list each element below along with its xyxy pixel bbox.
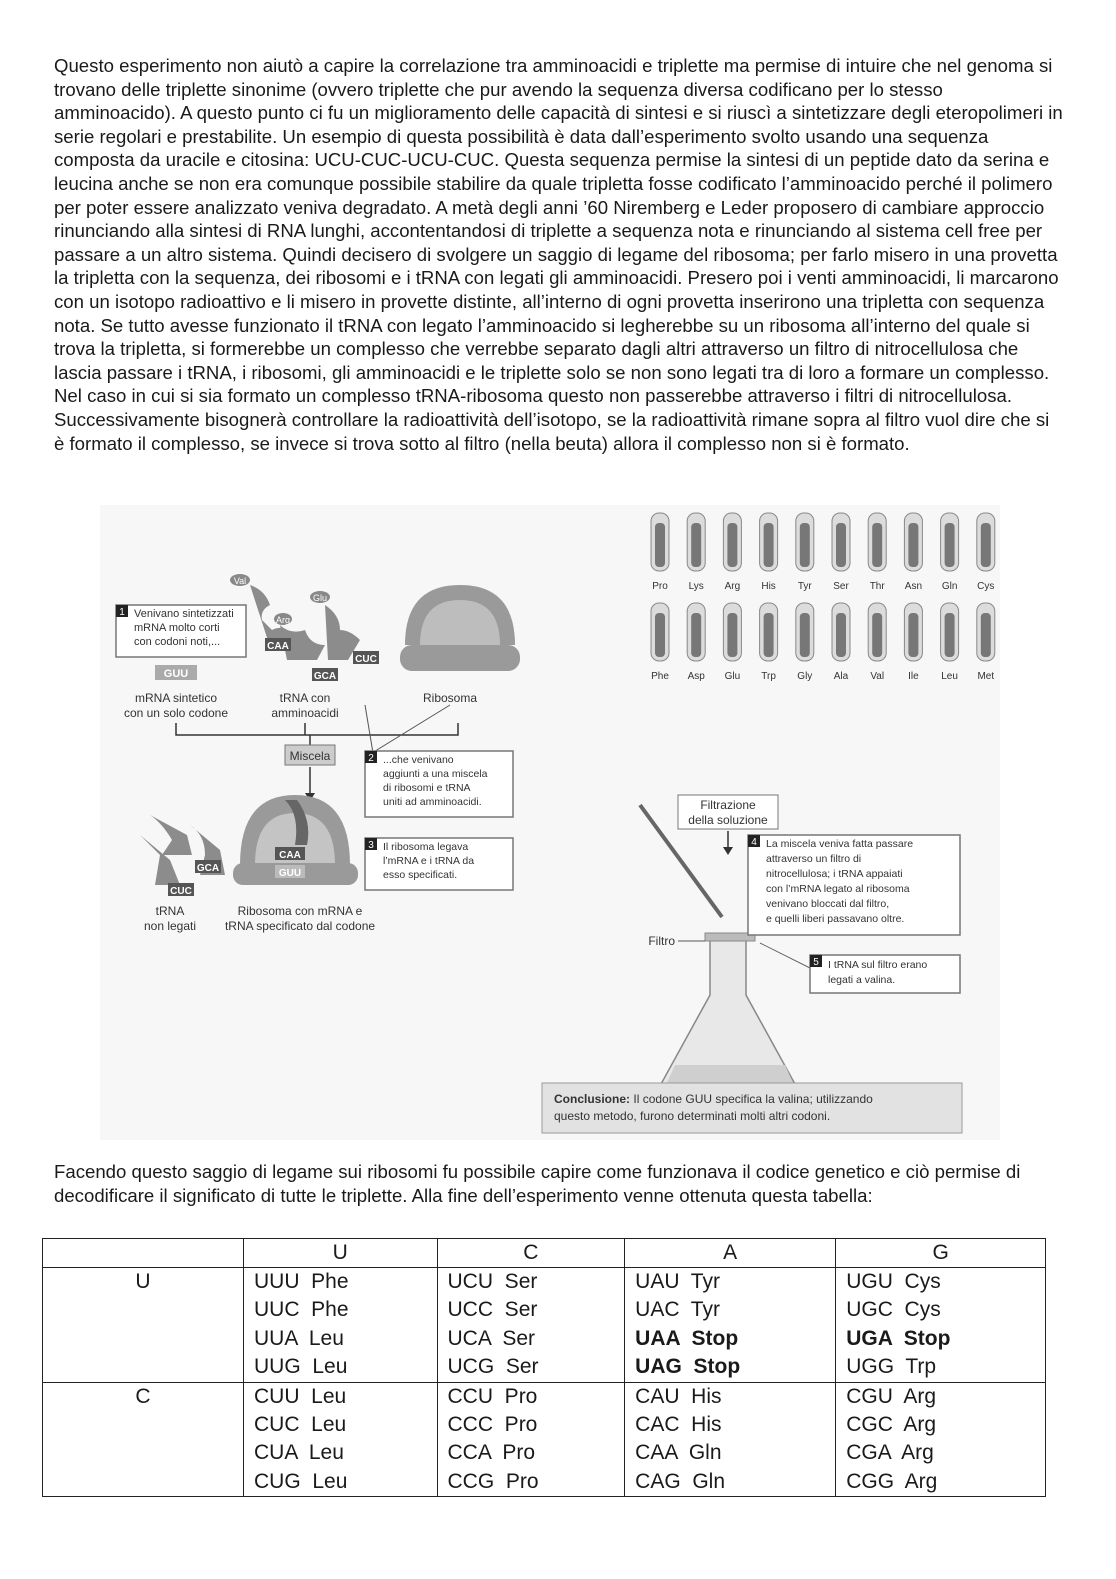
tube-liquid bbox=[981, 613, 991, 657]
svg-text:GCA: GCA bbox=[313, 671, 337, 682]
tube-label: Arg bbox=[724, 581, 741, 592]
codon-entry: UAU Tyr bbox=[635, 1270, 720, 1293]
step-3-callout bbox=[365, 838, 513, 890]
svg-text:Arg: Arg bbox=[275, 615, 291, 625]
tube-label: Leu bbox=[941, 671, 958, 682]
label-trna: tRNA con bbox=[279, 691, 331, 705]
codon-entry: UCU Ser bbox=[447, 1270, 538, 1293]
svg-text:Val: Val bbox=[233, 576, 247, 586]
step-number: 1 bbox=[119, 607, 125, 618]
label-unbound: non legati bbox=[143, 919, 197, 933]
tube-liquid bbox=[908, 613, 918, 657]
svg-text:CAA: CAA bbox=[267, 641, 289, 652]
label-mrna: con un solo codone bbox=[123, 706, 229, 720]
tube-liquid bbox=[872, 523, 882, 567]
mrna-codon bbox=[155, 665, 197, 680]
codon-entry: CAC His bbox=[635, 1413, 722, 1437]
codon-entry: UAG Stop bbox=[635, 1355, 741, 1379]
codon-entry: CUA Leu bbox=[254, 1441, 344, 1465]
tube-label: Ser bbox=[833, 581, 849, 592]
tube-liquid bbox=[872, 613, 882, 657]
tube-label: Ala bbox=[833, 671, 849, 682]
label-unbound: tRNA bbox=[155, 904, 185, 918]
tube-label: Val bbox=[870, 671, 885, 682]
tube-liquid bbox=[908, 523, 918, 567]
svg-text:venivano bloccati dal filtro,: venivano bloccati dal filtro, bbox=[766, 898, 890, 910]
codon-entry: CCU Pro bbox=[447, 1384, 538, 1408]
tube-liquid bbox=[764, 613, 774, 657]
svg-text:3: 3 bbox=[368, 840, 374, 851]
tube-label: Gln bbox=[941, 581, 958, 592]
codon-cell bbox=[836, 1268, 1046, 1383]
tube-liquid bbox=[727, 523, 737, 567]
step-1-text: con codoni noti,... bbox=[134, 636, 221, 648]
tube-liquid bbox=[764, 523, 774, 567]
codon-entry: CUU Leu bbox=[254, 1384, 347, 1408]
codon-cell bbox=[625, 1268, 836, 1383]
tube-liquid bbox=[836, 523, 846, 567]
codon-entry: UAC Tyr bbox=[635, 1298, 720, 1322]
svg-text:attraverso un filtro di: attraverso un filtro di bbox=[766, 853, 862, 865]
tube-liquid bbox=[691, 613, 701, 657]
codon-entry: UUG Leu bbox=[254, 1355, 348, 1379]
codon-entry: CUG Leu bbox=[254, 1469, 348, 1493]
codon-entry: CAG Gln bbox=[635, 1469, 726, 1493]
svg-text:5: 5 bbox=[813, 957, 819, 968]
svg-text:Il ribosoma legava: Il ribosoma legava bbox=[383, 841, 469, 853]
codon-entry: UCC Ser bbox=[447, 1298, 538, 1322]
codon-entry: UGU Cys bbox=[846, 1270, 941, 1293]
table-row bbox=[43, 1382, 1046, 1497]
svg-text:4: 4 bbox=[751, 837, 757, 848]
tube-liquid bbox=[655, 613, 665, 657]
codon-cell bbox=[437, 1382, 625, 1497]
svg-text:GUU: GUU bbox=[163, 668, 189, 680]
codon-table bbox=[42, 1238, 1046, 1497]
svg-text:di ribosomi e tRNA: di ribosomi e tRNA bbox=[383, 782, 471, 794]
codon-entry: CGA Arg bbox=[846, 1441, 934, 1465]
step-1-text: Venivano sintetizzati bbox=[134, 608, 234, 620]
label-mrna: mRNA sintetico bbox=[134, 691, 218, 705]
table-row bbox=[43, 1268, 1046, 1383]
tube-liquid bbox=[800, 613, 810, 657]
codon-entry: CUC Leu bbox=[254, 1413, 347, 1437]
svg-text:Glu: Glu bbox=[312, 593, 328, 603]
label-mix: Miscela bbox=[289, 749, 331, 763]
codon-cell bbox=[836, 1382, 1046, 1497]
tube-liquid bbox=[800, 523, 810, 567]
codon-cell bbox=[244, 1382, 438, 1497]
tube-label: Glu bbox=[724, 671, 741, 682]
label-trna: amminoacidi bbox=[271, 706, 339, 720]
svg-text:CUC: CUC bbox=[355, 654, 377, 665]
svg-text:uniti ad amminoacidi.: uniti ad amminoacidi. bbox=[383, 796, 482, 808]
codon-entry: CCC Pro bbox=[447, 1413, 538, 1437]
svg-text:I tRNA sul filtro erano: I tRNA sul filtro erano bbox=[828, 959, 928, 971]
row-header: C bbox=[43, 1382, 244, 1497]
step-2-callout bbox=[365, 751, 513, 817]
svg-text:GCA: GCA bbox=[196, 863, 220, 874]
codon-cell bbox=[244, 1268, 438, 1383]
column-header: G bbox=[836, 1239, 1046, 1268]
tube-label: Tyr bbox=[797, 581, 812, 592]
label-ribosome: Ribosoma bbox=[422, 691, 478, 705]
column-header: C bbox=[437, 1239, 625, 1268]
step-4-callout bbox=[748, 835, 960, 935]
conclusion-box bbox=[542, 1083, 962, 1133]
codon-entry: CAA Gln bbox=[635, 1441, 722, 1465]
tube-liquid bbox=[655, 523, 665, 567]
codon-entry: CCG Pro bbox=[447, 1469, 539, 1493]
svg-text:CUC: CUC bbox=[170, 886, 192, 897]
codon-entry: UGC Cys bbox=[846, 1298, 941, 1322]
codon-entry: UGG Trp bbox=[846, 1355, 937, 1379]
table-header-row bbox=[43, 1239, 1046, 1268]
svg-text:aggiunti a una miscela: aggiunti a una miscela bbox=[383, 768, 488, 780]
label-complex: tRNA specificato dal codone bbox=[224, 919, 376, 933]
tube-label: Phe bbox=[651, 671, 669, 682]
tube-liquid bbox=[945, 613, 955, 657]
codon-entry: CGC Arg bbox=[846, 1413, 937, 1437]
column-header bbox=[43, 1239, 244, 1268]
codon-cell bbox=[437, 1268, 625, 1383]
svg-text:con l’mRNA legato al ribosoma: con l’mRNA legato al ribosoma bbox=[766, 883, 910, 895]
tube-label: Asp bbox=[687, 671, 705, 682]
svg-text:2: 2 bbox=[368, 753, 374, 764]
svg-text:questo metodo, furono determin: questo metodo, furono determinati molti altri codoni. bbox=[554, 1109, 831, 1123]
outro-paragraph: Facendo questo saggio di legame sui ribosomi fu possibile capire come funzionava il codice genetico e ciò permise di decodificare il significato di tutte le triplette. Alla fine dell’esperimento venne ottenuta questa tabella: bbox=[54, 1161, 1021, 1206]
tube-label: Lys bbox=[688, 581, 704, 592]
codon-entry: CGU Arg bbox=[846, 1384, 937, 1408]
tube-label: Asn bbox=[904, 581, 923, 592]
tube-liquid bbox=[691, 523, 701, 567]
svg-text:...che venivano: ...che venivano bbox=[383, 754, 454, 766]
column-header: U bbox=[244, 1239, 438, 1268]
svg-text:della soluzione: della soluzione bbox=[688, 813, 768, 827]
codon-entry: UUU Phe bbox=[254, 1270, 349, 1293]
tube-label: Met bbox=[977, 671, 995, 682]
codon-entry: CGG Arg bbox=[846, 1469, 938, 1493]
tube-liquid bbox=[836, 613, 846, 657]
tube-label: Trp bbox=[761, 671, 776, 682]
tube-liquid bbox=[945, 523, 955, 567]
codon-entry: UCG Ser bbox=[447, 1355, 539, 1379]
tube-label: Thr bbox=[869, 581, 885, 592]
svg-text:GUU: GUU bbox=[278, 868, 302, 879]
svg-text:La miscela veniva fatta passar: La miscela veniva fatta passare bbox=[766, 838, 914, 850]
svg-text:nitrocellulosa; i tRNA appaiat: nitrocellulosa; i tRNA appaiati bbox=[766, 868, 903, 880]
svg-text:Filtrazione: Filtrazione bbox=[700, 798, 756, 812]
svg-text:CAA: CAA bbox=[279, 850, 301, 861]
label-filter: Filtro bbox=[648, 934, 675, 948]
tube-label: Cys bbox=[977, 581, 995, 592]
svg-text:legati a valina.: legati a valina. bbox=[828, 974, 896, 986]
codon-entry: UUC Phe bbox=[254, 1298, 349, 1322]
step-1-text: mRNA molto corti bbox=[134, 622, 220, 634]
row-header: U bbox=[43, 1268, 244, 1383]
codon-entry: UUA Leu bbox=[254, 1326, 344, 1350]
codon-entry: UGA Stop bbox=[846, 1326, 951, 1350]
codon-entry: UAA Stop bbox=[635, 1326, 739, 1350]
intro-paragraph: Questo esperimento non aiutò a capire la correlazione tra amminoacidi e triplette ma permise di intuire che nel genoma si trovano delle triplette sinonime (ovvero triplette che pur avendo la sequenza diversa codificano per lo stesso amminoacido). A questo punto ci fu un miglioramento delle capacità di sintesi e si riuscì a sintetizzare degli eteropolimeri in serie regolari e prestabilite. Un esempio di questa possibilità è data dall’esperimento svolto usando una sequenza composta da uracile e citosina: UCU-CUC-UCU-CUC. Questa sequenza permise la sintesi di un peptide dato da serina e leucina anche se non era comunque possibile stabilire da quale tripletta fosse codificato l’amminoacido perché il polimero per poter essere analizzato veniva degradato. A metà degli anni ’60 Niremberg e Leder proposero di cambiare approccio rinunciando alla sintesi di RNA lunghi, accontentandosi di triplette a sequenza nota e rinunciando al sistema cell free per passare a un altro sistema. Quindi decisero di svolgere un saggio di legame del ribosoma; per farlo misero in una provetta la tripletta con la sequenza, dei ribosomi e i tRNA con legati gli amminoacidi. Presero poi i venti amminoacidi, li marcarono con un isotopo radioattivo e li misero in provette distinte, all’interno di ogni provetta inserirono una tripletta con sequenza nota. Se tutto avesse funzionato il tRNA con legato l’amminoacido si legherebbe su un ribosoma all’interno del quale si trova la tripletta, si formerebbe un complesso che verrebbe separato dagli altri attraverso un filtro di nitrocellulosa che lascia passare i tRNA, i ribosomi, gli amminoacidi e le triplette solo se non sono legati tra di loro a formare un complesso. Nel caso in cui si sia formato un complesso tRNA-ribosoma questo non passerebbe attraverso i filtri di nitrocellulosa. Successivamente bisognerà controllare la radioattività dell’isotopo, se la radioattività rimane sopra al filtro vuol dire che si è formato il complesso, se invece si trova sotto al filtro (nella beuta) allora il complesso non si è formato. bbox=[54, 55, 1063, 454]
codon-cell bbox=[625, 1382, 836, 1497]
tube-label: Gly bbox=[797, 671, 813, 682]
experiment-figure bbox=[100, 505, 1000, 1140]
tube-liquid bbox=[727, 613, 737, 657]
codon-entry: CAU His bbox=[635, 1384, 722, 1408]
codon-entry: CCA Pro bbox=[447, 1441, 536, 1465]
column-header: A bbox=[625, 1239, 836, 1268]
svg-text:e quelli liberi passavano oltr: e quelli liberi passavano oltre. bbox=[766, 913, 905, 925]
step-1-callout bbox=[116, 605, 246, 657]
tube-label: Pro bbox=[652, 581, 668, 592]
tube-liquid bbox=[981, 523, 991, 567]
tube-label: Ile bbox=[908, 671, 919, 682]
tube-label: His bbox=[761, 581, 776, 592]
svg-text:Conclusione: Il codone GUU spe: Conclusione: Il codone GUU specifica la valina; utilizzando bbox=[554, 1092, 873, 1106]
label-complex: Ribosoma con mRNA e bbox=[237, 904, 363, 918]
svg-text:esso specificati.: esso specificati. bbox=[383, 869, 458, 881]
svg-text:l’mRNA e i tRNA da: l’mRNA e i tRNA da bbox=[383, 855, 475, 867]
codon-entry: UCA Ser bbox=[447, 1326, 536, 1350]
